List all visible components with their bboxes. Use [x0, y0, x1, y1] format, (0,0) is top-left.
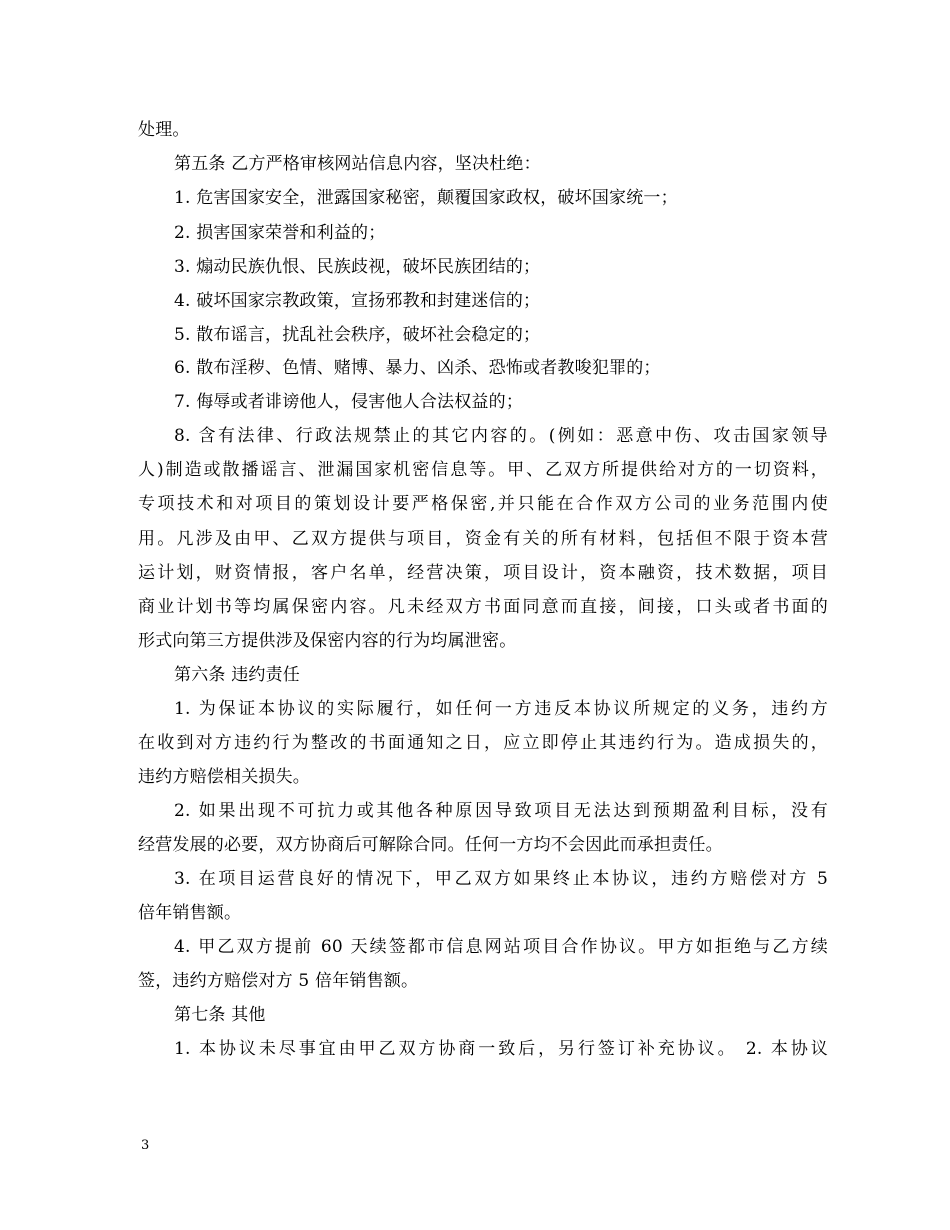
text-line: 专项技术和对项目的策划设计要严格保密,并只能在合作双方公司的业务范围内使	[138, 494, 828, 514]
list-item: 2. 损害国家荣誉和利益的；	[174, 223, 386, 243]
list-item: 7. 侮辱或者诽谤他人，侵害他人合法权益的；	[174, 392, 524, 412]
text-line: 在收到对方违约行为整改的书面通知之日，应立即停止其违约行为。造成损失的，	[138, 733, 828, 753]
article-5-heading: 第五条 乙方严格审核网站信息内容，坚决杜绝：	[174, 154, 541, 174]
text-line: 处理。	[138, 120, 190, 140]
list-item: 1. 为保证本协议的实际履行，如任何一方违反本协议所规定的义务，违约方	[174, 699, 828, 719]
text-line: 经营发展的必要，双方协商后可解除合同。任何一方均不会因此而承担责任。	[138, 835, 723, 855]
list-item: 6. 散布淫秽、色情、赌博、暴力、凶杀、恐怖或者教唆犯罪的；	[174, 358, 661, 378]
list-item: 1. 本协议未尽事宜由甲乙双方协商一致后，另行签订补充协议。 2. 本协议	[174, 1039, 828, 1059]
article-7-heading: 第七条 其他	[174, 1005, 266, 1025]
text-line: 商业计划书等均属保密内容。凡未经双方书面同意而直接，间接，口头或者书面的	[138, 597, 828, 617]
text-line: 用。凡涉及由甲、乙双方提供与项目，资金有关的所有材料，包括但不限于资本营	[138, 529, 828, 549]
article-6-heading: 第六条 违约责任	[174, 665, 301, 685]
text-line: 形式向第三方提供涉及保密内容的行为均属泄密。	[138, 631, 517, 651]
text-line: 人)制造或散播谣言、泄漏国家机密信息等。甲、乙双方所提供给对方的一切资料，	[138, 460, 828, 480]
text-line: 签，违约方赔偿对方 5 倍年销售额。	[138, 971, 419, 991]
text-line: 倍年销售额。	[138, 903, 242, 923]
page-number: 3	[141, 1138, 150, 1153]
list-item: 1. 危害国家安全，泄露国家秘密，颠覆国家政权，破坏国家统一；	[174, 188, 678, 208]
list-item: 3. 在项目运营良好的情况下，甲乙双方如果终止本协议，违约方赔偿对方 5	[174, 869, 828, 889]
text-line: 运计划，财资情报，客户名单，经营决策，项目设计，资本融资，技术数据，项目	[138, 563, 828, 583]
list-item: 8. 含有法律、行政法规禁止的其它内容的。(例如：恶意中伤、攻击国家领导	[174, 426, 828, 446]
text-line: 违约方赔偿相关损失。	[138, 767, 310, 787]
list-item: 2. 如果出现不可抗力或其他各种原因导致项目无法达到预期盈利目标，没有	[174, 801, 828, 821]
list-item: 4. 甲乙双方提前 60 天续签都市信息网站项目合作协议。甲方如拒绝与乙方续	[174, 937, 828, 957]
list-item: 4. 破坏国家宗教政策，宣扬邪教和封建迷信的；	[174, 291, 541, 311]
list-item: 5. 散布谣言，扰乱社会秩序，破坏社会稳定的；	[174, 325, 541, 345]
list-item: 3. 煽动民族仇恨、民族歧视，破坏民族团结的；	[174, 257, 541, 277]
